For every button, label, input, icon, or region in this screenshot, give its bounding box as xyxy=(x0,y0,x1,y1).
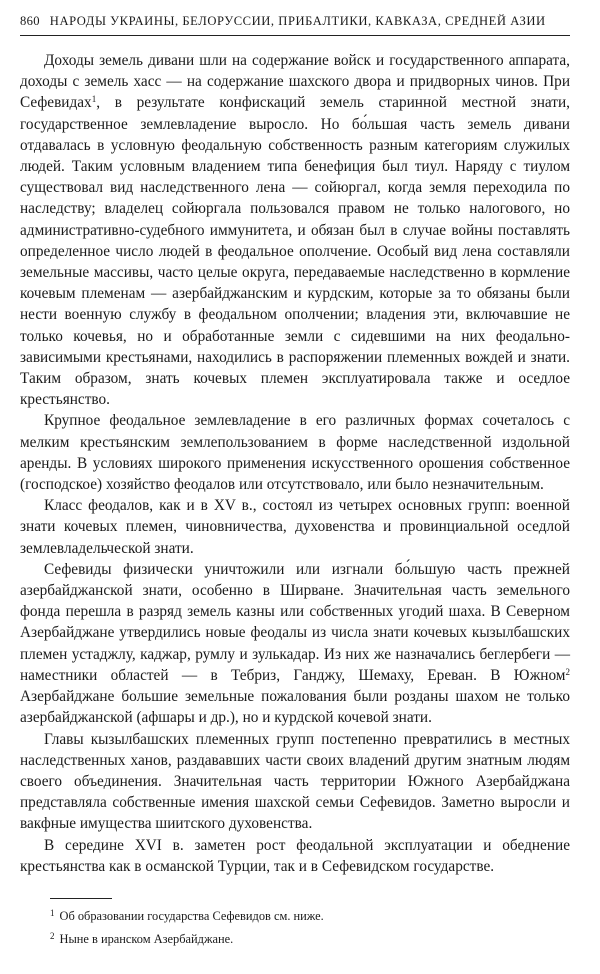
footnote-rule xyxy=(50,898,112,899)
paragraph xyxy=(20,559,570,729)
footnote xyxy=(50,903,570,926)
footnote-ref: 2 xyxy=(565,666,570,677)
paragraph xyxy=(20,50,570,410)
paragraph-text: Сефевиды физически уничтожили или изгнали бо́льшую часть прежней азербайджанской знати, особенно в Ширване. Значительная часть земельного фонда перешла в разряд земель казны или собственных угодий шаха. В Северном Азербайджане утвердились новые феодалы из числа знати кочевых кызылбашских племен устаджлу, каджар, румлу и зулькадар. Из них же назначались беглербеги — наместники областей — в Тебриз, Ганджу, Шемаху, Ереван. В Южном xyxy=(20,560,570,684)
page-number: 860 xyxy=(20,14,40,28)
header-rule xyxy=(20,35,570,36)
paragraph-text: Класс феодалов, как и в XV в., состоял из четырех основных групп: военной знати кочевых племен, чиновничества, духовенства и провинциальной оседлой землевладельческой знати. xyxy=(20,497,570,557)
footnote-number: 2 xyxy=(50,931,55,941)
paragraph xyxy=(20,410,570,495)
paragraph-text: Доходы земель дивани шли на содержание войск и государственного аппарата, доходы с земель хасс — на содержание шахского двора и придворных чинов. При Сефевидах xyxy=(20,52,570,112)
footnote xyxy=(50,926,570,949)
paragraph-text: Главы кызылбашских племенных групп постепенно превратились в местных наследственных ханов, раздававших части своих владений другим знатным людям своего объединения. Значительная часть территории Южного Азербайджана представляла собственные имения шахской семьи Сефевидов. Заметно выросли и вакфные имущества шиитского духовенства. xyxy=(20,730,570,833)
paragraph-text: , в результате конфискаций земель старинной местной знати, государственное землевладение выросло. Но бо́льшая часть земель дивани отдавалась в условную феодальную собственность разным категориям служилых людей. Таким условным владением типа бенефиция был тиул. Наряду с тиулом существовал вид наследственного лена — сойюргал, когда земля переходила по наследству; владелец сойюргала пользовался правом не только налогового, но административно-судебного иммунитета, и обязан был в случае войны поставлять определенное число людей в феодальное ополчение. Особый вид лена составляли земельные массивы, часто целые округа, передаваемые наследственно в кормление кочевым племенам — азербайджанским и курдским, которые за то обязаны были нести военную службу в феодальном ополчении; владения эти, включавшие не только кочевья, но и обработанные земли с сидевшими на них феодально-зависимыми крестьянами, находились в распоряжении племенных вождей и знати. Таким образом, знать кочевых племен эксплуатировала также и оседлое крестьянство. xyxy=(20,94,570,409)
paragraph xyxy=(20,729,570,835)
footnote-text: Об образовании государства Сефевидов см. ниже. xyxy=(59,909,324,923)
paragraph xyxy=(20,495,570,559)
paragraph xyxy=(20,835,570,877)
paragraph-text: Азербайджане большие земельные пожалования были розданы шахом не только азербайджанской (афшары и др.), но и курдской кочевой знати. xyxy=(20,688,570,727)
running-header xyxy=(20,14,570,29)
paragraph-text: В середине XVI в. заметен рост феодальной эксплуатации и обеднение крестьянства как в османской Турции, так и в Сефевидском государстве. xyxy=(20,836,570,875)
paragraph-text: Крупное феодальное землевладение в его различных формах сочеталось с мелким крестьянским землепользованием в форме наследственной издольной аренды. В условиях широкого применения искусственного орошения собственное (господское) хозяйство феодалов или отсутствовало, или было незначительным. xyxy=(20,412,570,494)
footnote-ref: 1 xyxy=(91,94,97,105)
body-text xyxy=(20,50,570,877)
footnote-text: Ныне в иранском Азербайджане. xyxy=(59,932,234,946)
footnote-number: 1 xyxy=(50,908,55,918)
footnotes xyxy=(50,903,570,949)
running-title: НАРОДЫ УКРАИНЫ, БЕЛОРУССИИ, ПРИБАЛТИКИ, КАВКАЗА, СРЕДНЕЙ АЗИИ xyxy=(49,14,546,28)
